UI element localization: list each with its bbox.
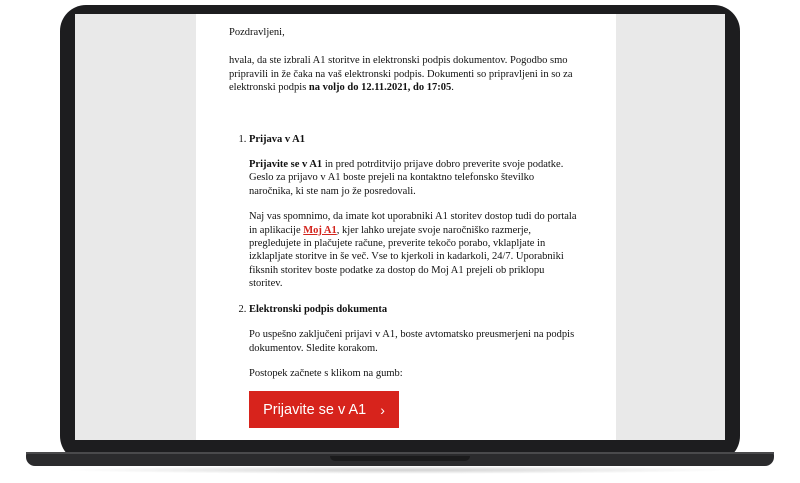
moj-a1-link[interactable]: Moj A1 <box>303 224 337 236</box>
step-title: 2. Elektronski podpis dokumenta <box>249 303 388 315</box>
login-a1-button-label: Prijavite se v A1 <box>263 401 367 418</box>
intro-end: . <box>451 82 454 94</box>
login-text: in pred potrditvijo prijave dobro preverite svoje podatke. Geslo za prijavo v A1 boste prejeli na kontaktno telefonsko številko naročnika, ki ste nam jo že posredovali. <box>249 159 564 197</box>
intro-paragraph <box>229 54 579 94</box>
deadline-text: na voljo do 12.11.2021, do 17:05 <box>308 82 452 94</box>
intro-text: hvala, da ste izbrali A1 storitve in elektronski podpis dokumentov. Pogodbo smo pripravili in že čaka na vaš elektronski podpis. Dokumenti so pripravljeni in so za elektronski podpis <box>229 55 573 94</box>
login-bold: Prijavite se v A1 <box>249 159 323 171</box>
email-body <box>196 14 616 440</box>
step-paragraph <box>249 158 579 198</box>
step-paragraph: Po uspešno zaključeni prijavi v A1, boste avtomatsko preusmerjeni na podpis dokumentov. Sledite korakom. <box>249 329 575 354</box>
step-login <box>249 133 579 291</box>
chevron-right-icon: › <box>380 401 385 418</box>
greeting: Pozdravljeni, <box>229 27 285 38</box>
laptop-base-edge <box>26 452 774 454</box>
laptop-notch <box>330 456 470 461</box>
login-a1-button[interactable] <box>249 391 399 428</box>
email-content <box>229 26 579 428</box>
step-signature <box>249 303 579 429</box>
laptop-screen <box>75 14 725 440</box>
start-instruction: Postopek začnete s klikom na gumb: <box>249 367 403 379</box>
portal-text-pre: Naj vas spomnimo, da imate kot uporabniki A1 storitev dostop tudi do portala in aplikacije <box>249 211 577 236</box>
portal-text-post: , kjer lahko urejate svoje naročniško razmerje, pregledujete in plačujete račune, preverite tekočo porabo, vklapljate in izklapljate storitve in še več. Vse to kjerkoli in kadarkoli, 24/7. Uporabniki fiksnih storitev boste podatke za dostop do Moj A1 prejeli ob priklopu storitev. <box>249 224 564 290</box>
step-title: 1. Prijava v A1 <box>249 133 305 145</box>
step-paragraph <box>249 210 579 290</box>
steps-list <box>229 133 579 429</box>
laptop-shadow <box>60 466 740 474</box>
